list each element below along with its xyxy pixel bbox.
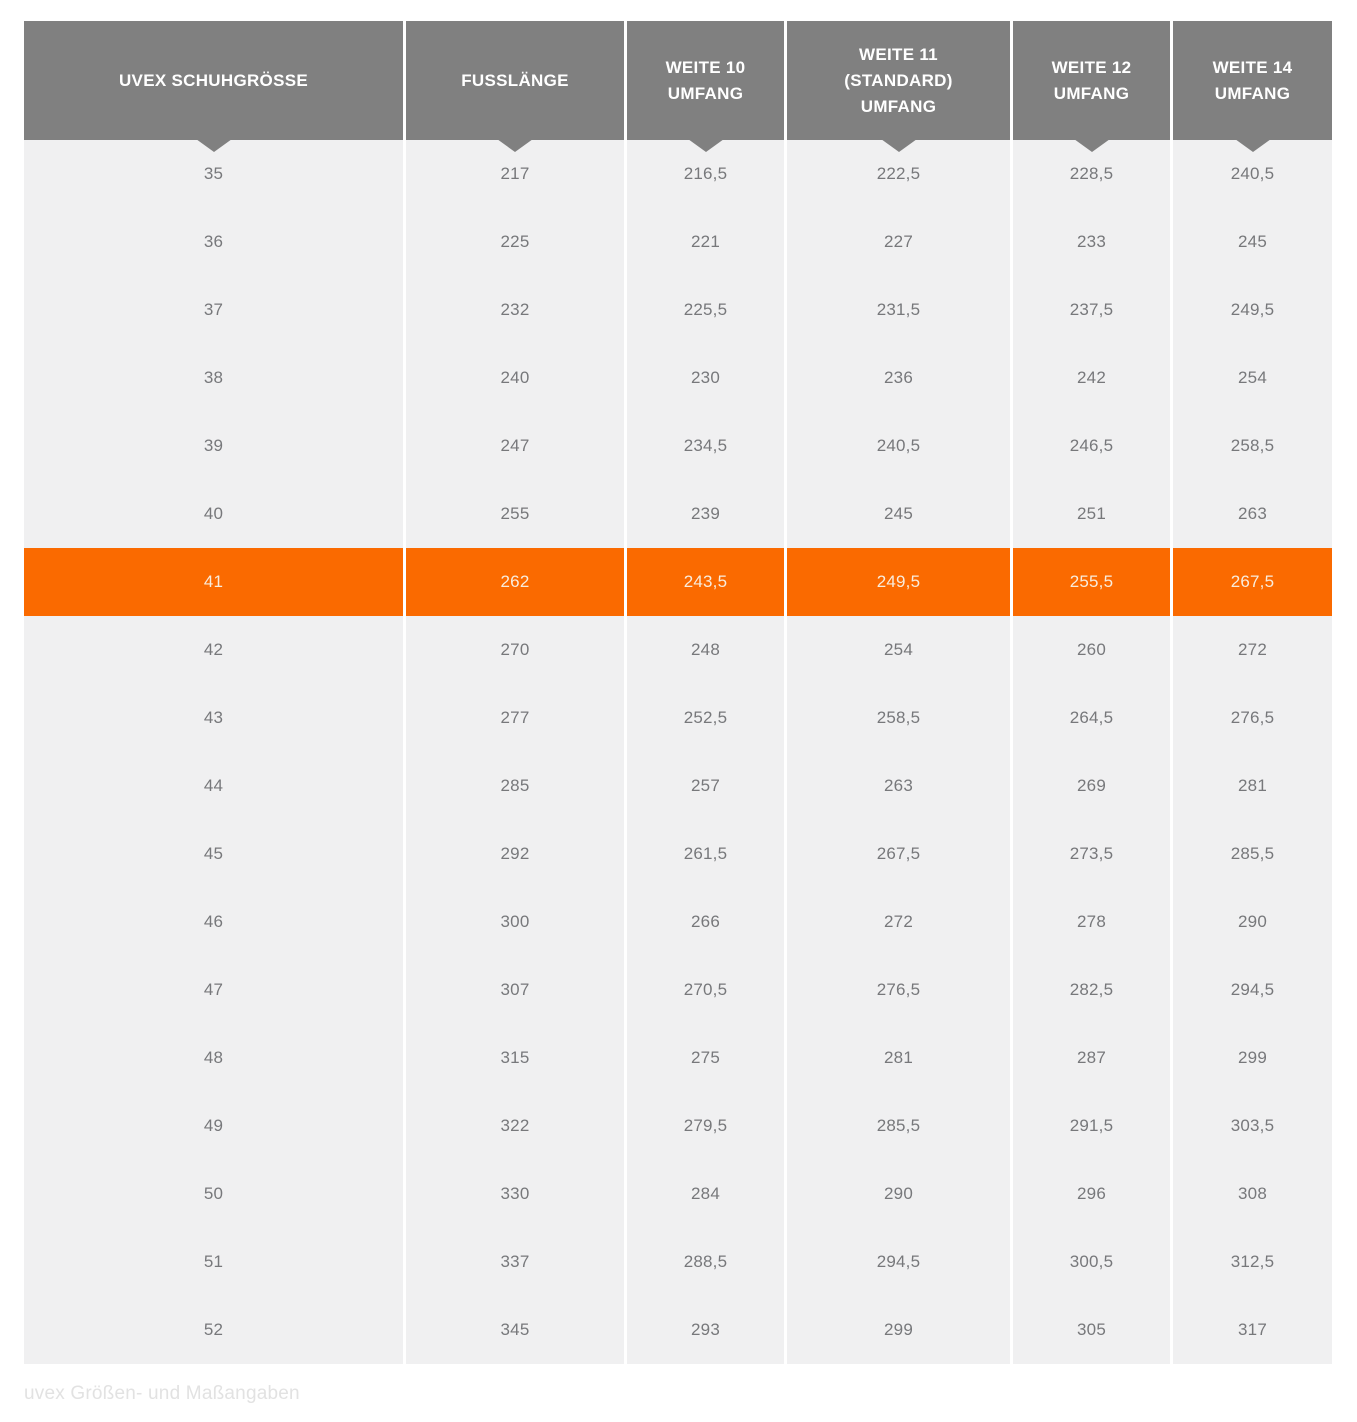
table-cell: 273,5 (1013, 820, 1170, 888)
table-cell: 43 (24, 684, 403, 752)
column-header-label: WEITE 10 UMFANG (665, 57, 746, 103)
column-header-weite-12-umfang (1013, 21, 1170, 140)
table-cell: 315 (406, 1024, 624, 1092)
table-cell: 216,5 (627, 140, 784, 208)
table-cell: 270,5 (627, 956, 784, 1024)
table-body (24, 140, 1332, 1364)
size-row-49[interactable] (24, 1092, 1332, 1160)
size-row-39[interactable] (24, 412, 1332, 480)
column-header-uvex-schuhgroesse (24, 21, 403, 140)
table-cell: 49 (24, 1092, 403, 1160)
table-cell: 231,5 (787, 276, 1010, 344)
table-cell: 290 (1173, 888, 1332, 956)
table-cell: 296 (1013, 1160, 1170, 1228)
table-cell: 285,5 (787, 1092, 1010, 1160)
size-row-44[interactable] (24, 752, 1332, 820)
table-cell: 249,5 (787, 548, 1010, 616)
table-cell: 254 (1173, 344, 1332, 412)
header-pointer-triangle-icon (688, 139, 724, 152)
table-cell: 337 (406, 1228, 624, 1296)
table-cell: 294,5 (787, 1228, 1010, 1296)
table-cell: 233 (1013, 208, 1170, 276)
table-cell: 290 (787, 1160, 1010, 1228)
table-cell: 44 (24, 752, 403, 820)
table-cell: 246,5 (1013, 412, 1170, 480)
table-cell: 230 (627, 344, 784, 412)
table-cell: 228,5 (1013, 140, 1170, 208)
table-cell: 303,5 (1173, 1092, 1332, 1160)
table-cell: 239 (627, 480, 784, 548)
table-cell: 294,5 (1173, 956, 1332, 1024)
size-row-52[interactable] (24, 1296, 1332, 1364)
header-pointer-triangle-icon (1235, 139, 1271, 152)
table-cell: 275 (627, 1024, 784, 1092)
table-cell: 255 (406, 480, 624, 548)
column-header-label: UVEX SCHUHGRÖSSE (118, 70, 308, 90)
table-cell: 299 (787, 1296, 1010, 1364)
table-cell: 276,5 (1173, 684, 1332, 752)
table-cell: 36 (24, 208, 403, 276)
table-cell: 279,5 (627, 1092, 784, 1160)
size-row-45[interactable] (24, 820, 1332, 888)
table-cell: 281 (787, 1024, 1010, 1092)
table-cell: 260 (1013, 616, 1170, 684)
table-cell: 52 (24, 1296, 403, 1364)
table-cell: 237,5 (1013, 276, 1170, 344)
table-cell: 232 (406, 276, 624, 344)
table-cell: 308 (1173, 1160, 1332, 1228)
column-header-weite-14-umfang (1173, 21, 1332, 140)
table-cell: 258,5 (787, 684, 1010, 752)
table-cell: 249,5 (1173, 276, 1332, 344)
table-cell: 41 (24, 548, 403, 616)
size-row-48[interactable] (24, 1024, 1332, 1092)
table-cell: 242 (1013, 344, 1170, 412)
table-cell: 276,5 (787, 956, 1010, 1024)
table-cell: 236 (787, 344, 1010, 412)
table-cell: 288,5 (627, 1228, 784, 1296)
table-cell: 282,5 (1013, 956, 1170, 1024)
table-cell: 248 (627, 616, 784, 684)
column-header-fusslaenge (406, 21, 624, 140)
size-row-46[interactable] (24, 888, 1332, 956)
table-cell: 257 (627, 752, 784, 820)
table-cell: 293 (627, 1296, 784, 1364)
table-cell: 42 (24, 616, 403, 684)
table-cell: 307 (406, 956, 624, 1024)
size-row-38[interactable] (24, 344, 1332, 412)
table-cell: 285,5 (1173, 820, 1332, 888)
table-cell: 317 (1173, 1296, 1332, 1364)
header-pointer-triangle-icon (196, 139, 232, 152)
header-pointer-triangle-icon (497, 139, 533, 152)
table-cell: 47 (24, 956, 403, 1024)
table-cell: 240,5 (787, 412, 1010, 480)
size-row-51[interactable] (24, 1228, 1332, 1296)
table-cell: 46 (24, 888, 403, 956)
size-row-36[interactable] (24, 208, 1332, 276)
size-table (24, 21, 1332, 1364)
size-row-41[interactable] (24, 548, 1332, 616)
table-cell: 245 (787, 480, 1010, 548)
table-cell: 225 (406, 208, 624, 276)
table-cell: 251 (1013, 480, 1170, 548)
table-cell: 45 (24, 820, 403, 888)
table-cell: 345 (406, 1296, 624, 1364)
table-cell: 263 (1173, 480, 1332, 548)
table-cell: 330 (406, 1160, 624, 1228)
header-pointer-triangle-icon (1074, 139, 1110, 152)
size-row-37[interactable] (24, 276, 1332, 344)
table-cell: 278 (1013, 888, 1170, 956)
column-header-weite-10-umfang (627, 21, 784, 140)
table-cell: 285 (406, 752, 624, 820)
table-cell: 258,5 (1173, 412, 1332, 480)
table-cell: 270 (406, 616, 624, 684)
table-cell: 48 (24, 1024, 403, 1092)
size-row-42[interactable] (24, 616, 1332, 684)
table-cell: 312,5 (1173, 1228, 1332, 1296)
table-cell: 284 (627, 1160, 784, 1228)
table-cell: 243,5 (627, 548, 784, 616)
table-cell: 35 (24, 140, 403, 208)
table-cell: 255,5 (1013, 548, 1170, 616)
table-cell: 252,5 (627, 684, 784, 752)
table-cell: 305 (1013, 1296, 1170, 1364)
table-cell: 40 (24, 480, 403, 548)
table-cell: 38 (24, 344, 403, 412)
column-header-label: WEITE 14 UMFANG (1212, 57, 1293, 103)
table-cell: 50 (24, 1160, 403, 1228)
table-cell: 245 (1173, 208, 1332, 276)
size-row-40[interactable] (24, 480, 1332, 548)
table-cell: 264,5 (1013, 684, 1170, 752)
table-cell: 51 (24, 1228, 403, 1296)
table-cell: 267,5 (1173, 548, 1332, 616)
table-cell: 322 (406, 1092, 624, 1160)
header-pointer-triangle-icon (881, 139, 917, 152)
column-header-label: WEITE 12 UMFANG (1051, 57, 1132, 103)
size-row-50[interactable] (24, 1160, 1332, 1228)
column-header-label: WEITE 11 (STANDARD) UMFANG (844, 44, 953, 116)
table-cell: 267,5 (787, 820, 1010, 888)
table-cell: 281 (1173, 752, 1332, 820)
table-cell: 261,5 (627, 820, 784, 888)
table-cell: 221 (627, 208, 784, 276)
table-cell: 262 (406, 548, 624, 616)
size-row-43[interactable] (24, 684, 1332, 752)
table-cell: 272 (787, 888, 1010, 956)
table-cell: 225,5 (627, 276, 784, 344)
table-header-row (24, 21, 1332, 140)
table-cell: 222,5 (787, 140, 1010, 208)
table-cell: 234,5 (627, 412, 784, 480)
table-cell: 240 (406, 344, 624, 412)
table-cell: 269 (1013, 752, 1170, 820)
table-cell: 263 (787, 752, 1010, 820)
table-cell: 300,5 (1013, 1228, 1170, 1296)
column-header-label: FUSSLÄNGE (461, 70, 569, 90)
table-cell: 266 (627, 888, 784, 956)
table-cell: 272 (1173, 616, 1332, 684)
table-cell: 37 (24, 276, 403, 344)
table-cell: 291,5 (1013, 1092, 1170, 1160)
column-header-weite-11-standard-umfang (787, 21, 1010, 140)
table-cell: 254 (787, 616, 1010, 684)
table-cell: 247 (406, 412, 624, 480)
size-row-47[interactable] (24, 956, 1332, 1024)
table-cell: 227 (787, 208, 1010, 276)
table-cell: 299 (1173, 1024, 1332, 1092)
table-cell: 277 (406, 684, 624, 752)
table-caption: uvex Größen- und Maßangaben (24, 1383, 300, 1404)
table-cell: 39 (24, 412, 403, 480)
table-cell: 287 (1013, 1024, 1170, 1092)
table-cell: 240,5 (1173, 140, 1332, 208)
table-cell: 300 (406, 888, 624, 956)
table-cell: 292 (406, 820, 624, 888)
table-cell: 217 (406, 140, 624, 208)
